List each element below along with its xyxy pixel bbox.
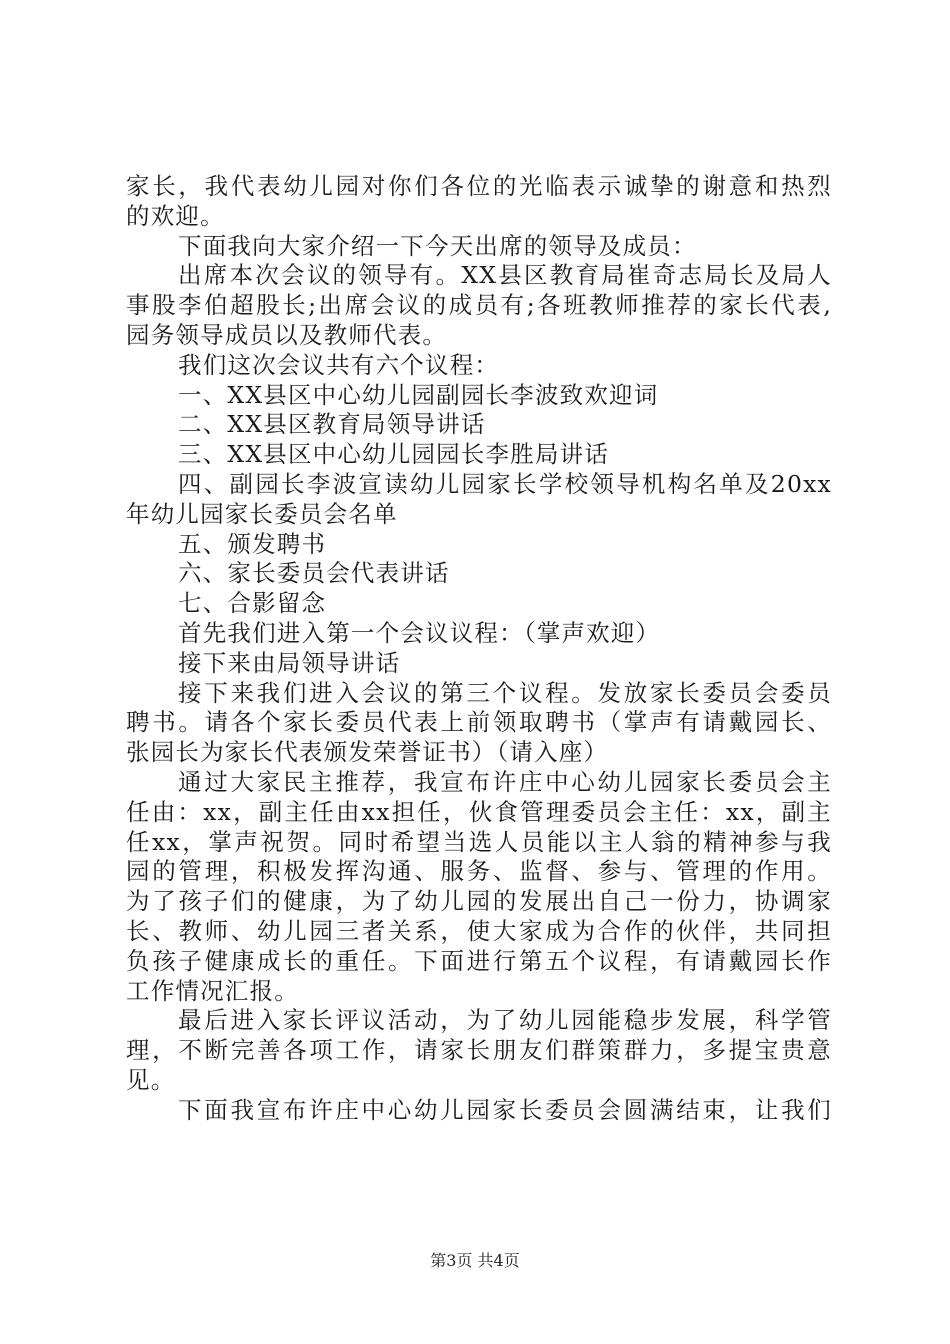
text-line: 的欢迎。	[126, 201, 225, 230]
text-line: 最后进入家长评议活动，为了幼儿园能稳步发展，科学管	[178, 1006, 832, 1035]
document-body	[126, 172, 832, 1126]
text-line: 年幼儿园家长委员会名单	[126, 499, 398, 528]
text-line: 四、副园长李波宣读幼儿园家长学校领导机构名单及20xx	[178, 469, 832, 498]
text-line: 家长，我代表幼儿园对你们各位的光临表示诚挚的谢意和热烈	[126, 172, 832, 200]
text-line: 出席本次会议的领导有。XX县区教育局崔奇志局长及局人	[178, 261, 832, 290]
text-line: 一、XX县区中心幼儿园副园长李波致欢迎词	[178, 380, 659, 409]
text-line: 见。	[126, 1065, 176, 1094]
text-line: 园务领导成员以及教师代表。	[126, 320, 448, 349]
text-line: 聘书。请各个家长委员代表上前领取聘书（掌声有请戴园长、	[126, 708, 832, 737]
text-line: 下面我向大家介绍一下今天出席的领导及成员：	[178, 231, 697, 260]
text-line: 理，不断完善各项工作，请家长朋友们群策群力，多提宝贵意	[126, 1036, 832, 1065]
text-line: 下面我宣布许庄中心幼儿园家长委员会圆满结束，让我们	[178, 1095, 832, 1124]
text-line: 张园长为家长代表颁发荣誉证书）（请入座）	[126, 738, 609, 767]
text-line: 事股李伯超股长;出席会议的成员有;各班教师推荐的家长代表,	[126, 291, 832, 320]
text-line: 接下来我们进入会议的第三个议程。发放家长委员会委员	[178, 678, 832, 707]
text-line: 工作情况汇报。	[126, 976, 299, 1005]
text-line: 长、教师、幼儿园三者关系，使大家成为合作的伙伴，共同担	[126, 916, 832, 945]
text-line: 任xx，掌声祝贺。同时希望当选人员能以主人翁的精神参与我	[126, 827, 832, 856]
text-line: 园的管理，积极发挥沟通、服务、监督、参与、管理的作用。	[126, 857, 832, 886]
text-line: 二、XX县区教育局领导讲话	[178, 410, 486, 439]
text-line: 我们这次会议共有六个议程：	[178, 350, 500, 379]
text-line: 首先我们进入第一个会议议程：（掌声欢迎）	[178, 618, 661, 647]
text-line: 七、合影留念	[178, 589, 327, 618]
text-line: 六、家长委员会代表讲话	[178, 559, 450, 588]
text-line: 接下来由局领导讲话	[178, 648, 401, 677]
page-footer: 第3页 共4页	[430, 1251, 520, 1270]
text-line: 三、XX县区中心幼儿园园长李胜局讲话	[178, 440, 610, 469]
text-line: 负孩子健康成长的重任。下面进行第五个议程，有请戴园长作	[126, 946, 832, 975]
text-line: 五、颁发聘书	[178, 529, 327, 558]
text-line: 通过大家民主推荐，我宣布许庄中心幼儿园家长委员会主	[178, 767, 832, 796]
text-line: 任由：xx，副主任由xx担任，伙食管理委员会主任：xx，副主	[126, 797, 832, 826]
text-line: 为了孩子们的健康，为了幼儿园的发展出自己一份力，协调家	[126, 887, 832, 916]
